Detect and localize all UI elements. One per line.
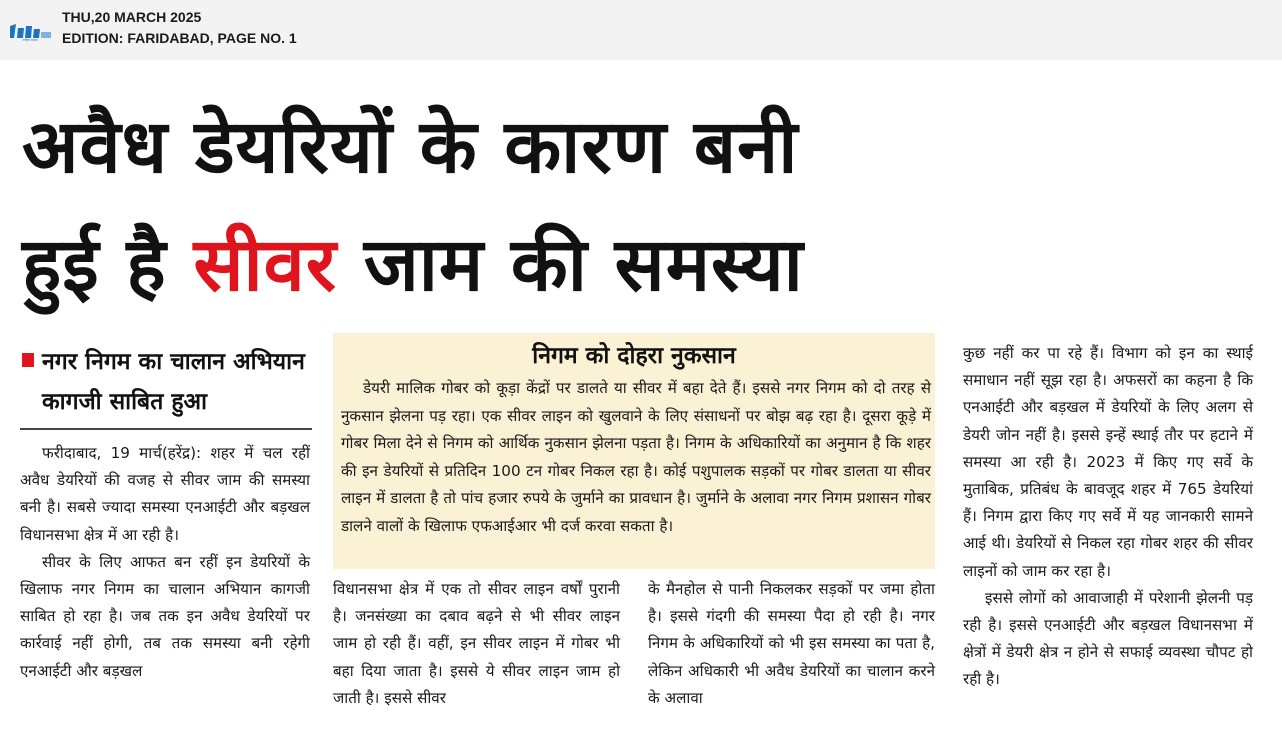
headline-line2-start: हुई है (22, 222, 194, 308)
edition-header (0, 0, 1282, 60)
edition-info: EDITION: FARIDABAD, PAGE NO. 1 (62, 30, 297, 46)
sidebar-box (333, 333, 935, 569)
article-paragraph: इससे लोगों को आवाजाही में परेशानी झेलनी पड़ रही है। इससे एनआईटी और बड़खल विधानसभा में क्षेत्रों में डेयरी क्षेत्र न होने से सफाई व्यवस्था चौपट हो रही है। (963, 588, 1253, 689)
red-bullet-marker (22, 353, 34, 367)
article-paragraph: फरीदाबाद, 19 मार्च(हरेंद्र): शहर में चल रहीं अवैध डेयरियों की वजह से सीवर जाम की समस्या बनी है। सबसे ज्यादा समस्या एनआईटी और बड़खल विधानसभा क्षेत्र में आ रही है। (20, 444, 310, 544)
article-column-3 (648, 576, 935, 712)
publication-date: THU,20 MARCH 2025 (62, 9, 202, 25)
article-paragraph: के मैनहोल से पानी निकलकर सड़कों पर जमा होता है। इससे गंदगी की समस्या पैदा हो रही है। नगर निगम के अधिकारियों को भी इस समस्या का पता है, लेकिन अधिकारी भी अवैध डेयरियों का चालान करने के अलावा (648, 580, 935, 707)
headline (22, 88, 1262, 324)
sidebar-box-body: डेयरी मालिक गोबर को कूड़ा केंद्रों पर डालते या सीवर में बहा देते हैं। इससे नगर निगम को दो तरह से नुकसान झेलना पड़ रहा। एक सीवर लाइन को खुलवाने के लिए संसाधनों पर बोझ बढ़ रहा है। दूसरा कूड़े में गोबर मिला देने से निगम को आर्थिक नुकसान झेलना पड़ता है। निगम के अधिकारियों का अनुमान है कि शहर की इन डेयरियों से प्रतिदिन 100 टन गोबर निकल रहा है। कोई पशुपालक सड़कों पर गोबर डालता या सीवर लाइन में डालता है तो पांच हजार रुपये के जुर्माने का प्रावधान है। जुर्माने के अलावा नगर निगम प्रशासन गोबर डालने वालों के खिलाफ एफआईआर भी दर्ज करवा सकता है। (341, 379, 931, 535)
subheadline: नगर निगम का चालान अभियान कागजी साबित हुआ (42, 349, 305, 415)
article-column-4 (963, 340, 1253, 694)
subheadline-block (20, 342, 312, 430)
article-column-1 (20, 440, 310, 685)
sidebar-box-title: निगम को दोहरा नुकसान (532, 343, 736, 369)
headline-highlight: सीवर (193, 222, 338, 308)
headline-line1: अवैध डेयरियों के कारण बनी (22, 104, 799, 190)
headline-line2-end: जाम की समस्या (337, 222, 804, 308)
article-paragraph: सीवर के लिए आफत बन रहीं इन डेयरियों के खिलाफ नगर निगम का चालान अभियान कागजी साबित हो रहा है। जब तक इन अवैध डेयरियों पर कार्रवाई नहीं होगी, तब तक समस्या बनी रहेगी एनआईटी और बड़खल (20, 552, 310, 680)
article-paragraph: कुछ नहीं कर पा रहे हैं। विभाग को इन का स्थाई समाधान नहीं सूझ रहा है। अफसरों का कहना है कि एनआईटी और बड़खल में डेयरियों के लिए अलग से डेयरी जोन नहीं है। इससे इन्हें स्थाई तौर पर हटाने में समस्या आ रही है। 2023 में किए गए सर्वे के मुताबिक, प्रतिबंध के बावजूद शहर में 765 डेयरियां हैं। निगम द्वारा किए गए सर्वे में यह जानकारी सामने आई थी। डेयरियों से निकल रहा गोबर शहर की सीवर लाइनों को जाम कर रहा है। (963, 344, 1253, 580)
svg-text:नवोदय टाइम्स: नवोदय टाइम्स (22, 38, 38, 42)
article-paragraph: विधानसभा क्षेत्र में एक तो सीवर लाइन वर्षों पुरानी है। जनसंख्या का दबाव बढ़ने से भी सीवर लाइन जाम हो रही हैं। वहीं, इन सीवर लाइन में गोबर भी बहा दिया जाता है। इससे ये सीवर लाइन जाम हो जाती है। इससे सीवर (333, 580, 620, 707)
newspaper-logo (8, 20, 52, 42)
article-column-2 (333, 576, 620, 712)
